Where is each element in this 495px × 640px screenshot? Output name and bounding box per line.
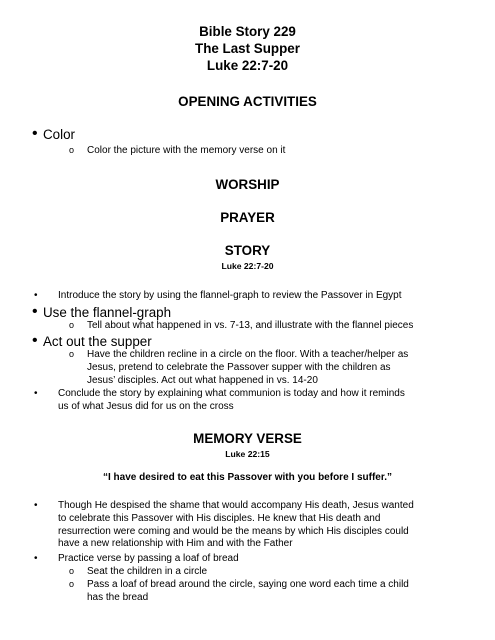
bullet-marker: •	[34, 388, 38, 399]
flannel-sub-text: Tell about what happened in vs. 7-13, and illustrate with the flannel pieces	[87, 320, 414, 331]
memory-sub-2-text	[87, 579, 409, 605]
story-heading: STORY	[224, 243, 271, 258]
conclude-line: Conclude the story by explaining what communion is today and how it reminds	[58, 388, 405, 399]
story-scripture-ref: Luke 22:7-20	[221, 261, 274, 271]
memory-sub-line: has the bread	[87, 591, 149, 603]
conclude-line: us of what Jesus did for us on the cross	[58, 400, 234, 412]
conclude-text	[58, 388, 405, 414]
bullet-marker: •	[32, 332, 38, 349]
opening-activities-heading: OPENING ACTIVITIES	[178, 94, 317, 109]
act-sub-line: Jesus’ disciples. Act out what happened in vs. 14-20	[87, 374, 318, 386]
circle-marker: o	[69, 579, 75, 589]
color-sub-text: Color the picture with the memory verse on it	[87, 145, 286, 156]
bullet-marker: •	[32, 303, 38, 320]
prayer-heading: PRAYER	[220, 210, 275, 225]
bullet-marker: •	[34, 500, 38, 511]
memory-sub-1-text: Seat the children in a circle	[87, 566, 208, 577]
circle-marker: o	[69, 566, 75, 576]
worship-heading: WORSHIP	[215, 177, 280, 192]
intro-text: Introduce the story by using the flannel-graph to review the Passover in Egypt	[58, 290, 402, 301]
act-sub-line: Have the children recline in a circle on the floor. With a teacher/helper as	[87, 349, 409, 360]
memory-verse-text: “I have desired to eat this Passover with you before I suffer.”	[103, 472, 392, 483]
memory-bullet-1-text	[58, 500, 414, 551]
bullet-marker: •	[34, 553, 38, 564]
story-number: Bible Story 229	[199, 24, 296, 39]
act-sub-line: Jesus, pretend to celebrate the Passover supper with the children as	[87, 361, 391, 373]
memory-line: Though He despised the shame that would accompany His death, Jesus wanted	[58, 500, 414, 511]
memory-verse-heading: MEMORY VERSE	[193, 431, 302, 446]
memory-verse-ref: Luke 22:15	[225, 449, 270, 459]
memory-bullet-2-text: Practice verse by passing a loaf of bread	[58, 553, 239, 564]
circle-marker: o	[69, 320, 75, 330]
flannel-label: Use the flannel-graph	[43, 305, 172, 320]
act-sub-text	[87, 349, 408, 387]
memory-line: to celebrate this Passover with His disciples. He knew that His death and	[58, 512, 381, 524]
memory-line: resurrection were coming and would be the means by which His disciples could	[58, 525, 409, 537]
color-item-label: Color	[43, 127, 75, 142]
story-title: The Last Supper	[195, 41, 300, 56]
bullet-marker: •	[32, 125, 38, 142]
memory-line: have a new relationship with Him and with the Father	[58, 538, 293, 550]
act-label: Act out the supper	[43, 334, 152, 349]
circle-marker: o	[69, 145, 75, 155]
story-reference: Luke 22:7-20	[206, 58, 289, 73]
bullet-marker: •	[34, 290, 38, 301]
memory-sub-line: Pass a loaf of bread around the circle, saying one word each time a child	[87, 579, 409, 590]
circle-marker: o	[69, 349, 75, 359]
